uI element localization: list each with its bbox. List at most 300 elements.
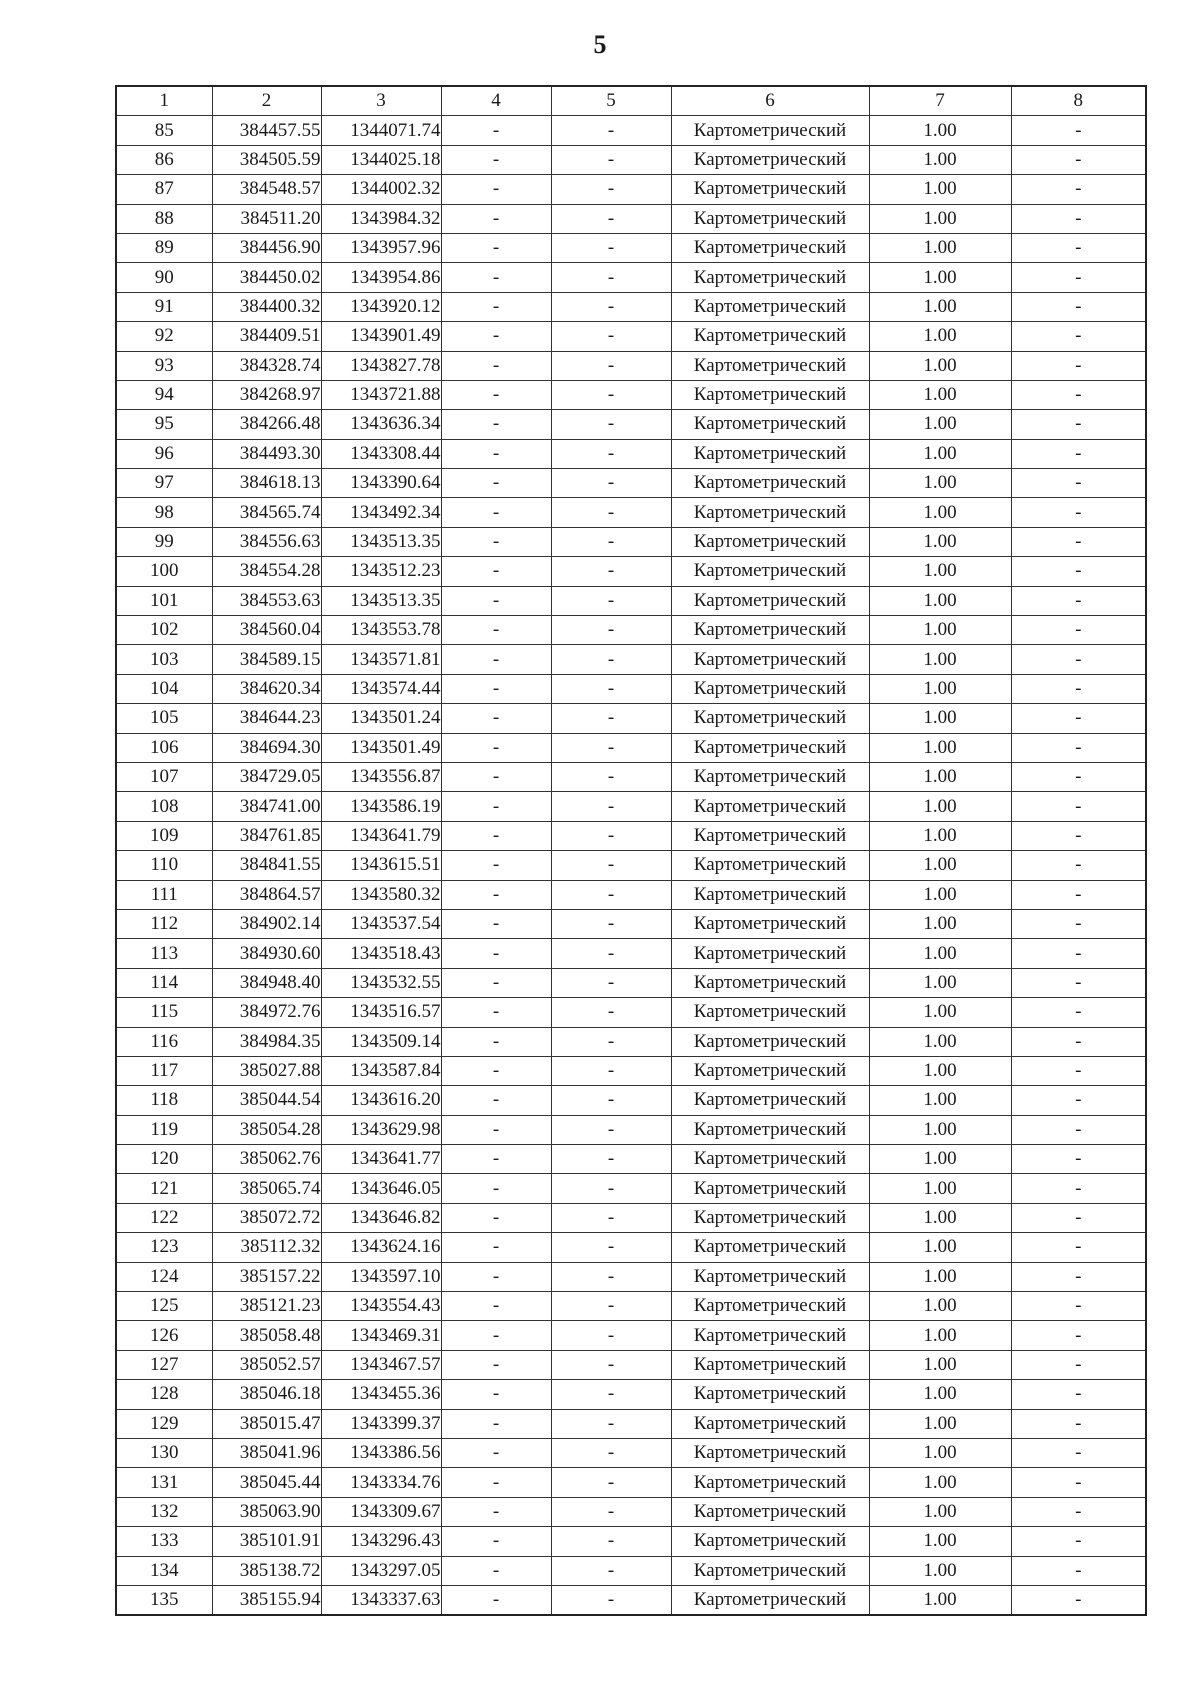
- x-coordinate-cell: 384841.55: [212, 851, 321, 880]
- column-5-cell: -: [551, 1321, 671, 1350]
- point-number-cell: 104: [116, 674, 212, 703]
- y-coordinate-cell: 1343624.16: [321, 1233, 441, 1262]
- table-row: [116, 175, 1146, 204]
- column-8-cell: -: [1011, 233, 1146, 262]
- method-cell: Картометрический: [671, 1056, 869, 1085]
- precision-cell: 1.00: [869, 998, 1011, 1027]
- table-row: [116, 292, 1146, 321]
- x-coordinate-cell: 384268.97: [212, 380, 321, 409]
- column-4-cell: -: [441, 410, 551, 439]
- x-coordinate-cell: 385062.76: [212, 1145, 321, 1174]
- y-coordinate-cell: 1343571.81: [321, 645, 441, 674]
- y-coordinate-cell: 1343537.54: [321, 909, 441, 938]
- column-5-cell: -: [551, 909, 671, 938]
- precision-cell: 1.00: [869, 1145, 1011, 1174]
- method-cell: Картометрический: [671, 1145, 869, 1174]
- column-8-cell: -: [1011, 1585, 1146, 1615]
- column-4-cell: -: [441, 1115, 551, 1144]
- column-4-cell: -: [441, 1438, 551, 1467]
- table-row: [116, 1350, 1146, 1379]
- point-number-cell: 88: [116, 204, 212, 233]
- x-coordinate-cell: 385044.54: [212, 1086, 321, 1115]
- method-cell: Картометрический: [671, 204, 869, 233]
- table-row: [116, 1292, 1146, 1321]
- column-4-cell: -: [441, 968, 551, 997]
- y-coordinate-cell: 1343297.05: [321, 1556, 441, 1585]
- y-coordinate-cell: 1343309.67: [321, 1497, 441, 1526]
- column-5-cell: -: [551, 557, 671, 586]
- column-header: 8: [1011, 86, 1146, 116]
- column-8-cell: -: [1011, 292, 1146, 321]
- column-4-cell: -: [441, 322, 551, 351]
- precision-cell: 1.00: [869, 1438, 1011, 1467]
- point-number-cell: 93: [116, 351, 212, 380]
- column-4-cell: -: [441, 557, 551, 586]
- point-number-cell: 112: [116, 909, 212, 938]
- column-5-cell: -: [551, 1203, 671, 1232]
- x-coordinate-cell: 385015.47: [212, 1409, 321, 1438]
- y-coordinate-cell: 1343586.19: [321, 792, 441, 821]
- table-row: [116, 439, 1146, 468]
- precision-cell: 1.00: [869, 469, 1011, 498]
- point-number-cell: 95: [116, 410, 212, 439]
- table-row: [116, 557, 1146, 586]
- precision-cell: 1.00: [869, 1468, 1011, 1497]
- precision-cell: 1.00: [869, 1556, 1011, 1585]
- point-number-cell: 134: [116, 1556, 212, 1585]
- table-row: [116, 586, 1146, 615]
- y-coordinate-cell: 1343399.37: [321, 1409, 441, 1438]
- x-coordinate-cell: 385058.48: [212, 1321, 321, 1350]
- column-4-cell: -: [441, 1203, 551, 1232]
- column-8-cell: -: [1011, 1145, 1146, 1174]
- column-5-cell: -: [551, 586, 671, 615]
- point-number-cell: 97: [116, 469, 212, 498]
- column-8-cell: -: [1011, 145, 1146, 174]
- precision-cell: 1.00: [869, 322, 1011, 351]
- column-4-cell: -: [441, 292, 551, 321]
- table-row: [116, 1556, 1146, 1585]
- column-4-cell: -: [441, 1380, 551, 1409]
- table-row: [116, 1145, 1146, 1174]
- y-coordinate-cell: 1343954.86: [321, 263, 441, 292]
- y-coordinate-cell: 1343518.43: [321, 939, 441, 968]
- column-4-cell: -: [441, 1174, 551, 1203]
- method-cell: Картометрический: [671, 557, 869, 586]
- column-5-cell: -: [551, 939, 671, 968]
- precision-cell: 1.00: [869, 351, 1011, 380]
- column-4-cell: -: [441, 1145, 551, 1174]
- column-8-cell: -: [1011, 1409, 1146, 1438]
- x-coordinate-cell: 384741.00: [212, 792, 321, 821]
- column-8-cell: -: [1011, 968, 1146, 997]
- y-coordinate-cell: 1344071.74: [321, 116, 441, 145]
- column-5-cell: -: [551, 1497, 671, 1526]
- column-8-cell: -: [1011, 792, 1146, 821]
- point-number-cell: 108: [116, 792, 212, 821]
- table-row: [116, 1409, 1146, 1438]
- table-row: [116, 469, 1146, 498]
- column-4-cell: -: [441, 1056, 551, 1085]
- y-coordinate-cell: 1343296.43: [321, 1527, 441, 1556]
- column-8-cell: -: [1011, 1497, 1146, 1526]
- precision-cell: 1.00: [869, 1056, 1011, 1085]
- method-cell: Картометрический: [671, 380, 869, 409]
- precision-cell: 1.00: [869, 1115, 1011, 1144]
- method-cell: Картометрический: [671, 645, 869, 674]
- column-4-cell: -: [441, 1321, 551, 1350]
- x-coordinate-cell: 384400.32: [212, 292, 321, 321]
- column-8-cell: -: [1011, 1086, 1146, 1115]
- table-row: [116, 527, 1146, 556]
- column-5-cell: -: [551, 821, 671, 850]
- table-row: [116, 616, 1146, 645]
- method-cell: Картометрический: [671, 1174, 869, 1203]
- column-5-cell: -: [551, 233, 671, 262]
- method-cell: Картометрический: [671, 1497, 869, 1526]
- precision-cell: 1.00: [869, 1409, 1011, 1438]
- method-cell: Картометрический: [671, 762, 869, 791]
- x-coordinate-cell: 384902.14: [212, 909, 321, 938]
- column-4-cell: -: [441, 175, 551, 204]
- x-coordinate-cell: 385041.96: [212, 1438, 321, 1467]
- column-4-cell: -: [441, 674, 551, 703]
- column-8-cell: -: [1011, 821, 1146, 850]
- column-8-cell: -: [1011, 380, 1146, 409]
- header-row: [116, 86, 1146, 116]
- table-row: [116, 116, 1146, 145]
- table-row: [116, 498, 1146, 527]
- precision-cell: 1.00: [869, 145, 1011, 174]
- y-coordinate-cell: 1343509.14: [321, 1027, 441, 1056]
- column-4-cell: -: [441, 263, 551, 292]
- column-8-cell: -: [1011, 762, 1146, 791]
- x-coordinate-cell: 385101.91: [212, 1527, 321, 1556]
- y-coordinate-cell: 1343501.49: [321, 733, 441, 762]
- x-coordinate-cell: 384761.85: [212, 821, 321, 850]
- column-8-cell: -: [1011, 909, 1146, 938]
- column-4-cell: -: [441, 586, 551, 615]
- column-5-cell: -: [551, 1556, 671, 1585]
- method-cell: Картометрический: [671, 909, 869, 938]
- precision-cell: 1.00: [869, 527, 1011, 556]
- table-row: [116, 1438, 1146, 1467]
- column-5-cell: -: [551, 1027, 671, 1056]
- column-5-cell: -: [551, 145, 671, 174]
- precision-cell: 1.00: [869, 1380, 1011, 1409]
- table-row: [116, 880, 1146, 909]
- column-5-cell: -: [551, 116, 671, 145]
- column-8-cell: -: [1011, 557, 1146, 586]
- table-row: [116, 1497, 1146, 1526]
- column-8-cell: -: [1011, 586, 1146, 615]
- point-number-cell: 125: [116, 1292, 212, 1321]
- point-number-cell: 126: [116, 1321, 212, 1350]
- x-coordinate-cell: 385046.18: [212, 1380, 321, 1409]
- method-cell: Картометрический: [671, 733, 869, 762]
- method-cell: Картометрический: [671, 939, 869, 968]
- table-row: [116, 1115, 1146, 1144]
- column-8-cell: -: [1011, 733, 1146, 762]
- table-row: [116, 851, 1146, 880]
- column-5-cell: -: [551, 292, 671, 321]
- column-4-cell: -: [441, 1497, 551, 1526]
- table-row: [116, 1056, 1146, 1085]
- column-5-cell: -: [551, 204, 671, 233]
- column-4-cell: -: [441, 851, 551, 880]
- column-5-cell: -: [551, 1350, 671, 1379]
- table-row: [116, 645, 1146, 674]
- precision-cell: 1.00: [869, 909, 1011, 938]
- column-8-cell: -: [1011, 1056, 1146, 1085]
- column-8-cell: -: [1011, 998, 1146, 1027]
- method-cell: Картометрический: [671, 1027, 869, 1056]
- column-4-cell: -: [441, 1556, 551, 1585]
- method-cell: Картометрический: [671, 586, 869, 615]
- point-number-cell: 133: [116, 1527, 212, 1556]
- column-5-cell: -: [551, 1585, 671, 1615]
- point-number-cell: 113: [116, 939, 212, 968]
- point-number-cell: 86: [116, 145, 212, 174]
- page-number: 5: [593, 30, 607, 59]
- method-cell: Картометрический: [671, 1556, 869, 1585]
- column-5-cell: -: [551, 439, 671, 468]
- column-5-cell: -: [551, 645, 671, 674]
- method-cell: Картометрический: [671, 439, 869, 468]
- point-number-cell: 114: [116, 968, 212, 997]
- point-number-cell: 96: [116, 439, 212, 468]
- table-row: [116, 1527, 1146, 1556]
- point-number-cell: 130: [116, 1438, 212, 1467]
- precision-cell: 1.00: [869, 1292, 1011, 1321]
- method-cell: Картометрический: [671, 821, 869, 850]
- x-coordinate-cell: 384620.34: [212, 674, 321, 703]
- method-cell: Картометрический: [671, 1086, 869, 1115]
- point-number-cell: 102: [116, 616, 212, 645]
- column-5-cell: -: [551, 704, 671, 733]
- column-8-cell: -: [1011, 674, 1146, 703]
- x-coordinate-cell: 384511.20: [212, 204, 321, 233]
- point-number-cell: 103: [116, 645, 212, 674]
- point-number-cell: 128: [116, 1380, 212, 1409]
- column-5-cell: -: [551, 380, 671, 409]
- y-coordinate-cell: 1343641.77: [321, 1145, 441, 1174]
- method-cell: Картометрический: [671, 674, 869, 703]
- x-coordinate-cell: 384729.05: [212, 762, 321, 791]
- column-5-cell: -: [551, 1438, 671, 1467]
- column-4-cell: -: [441, 939, 551, 968]
- point-number-cell: 115: [116, 998, 212, 1027]
- column-8-cell: -: [1011, 616, 1146, 645]
- table-row: [116, 145, 1146, 174]
- precision-cell: 1.00: [869, 939, 1011, 968]
- x-coordinate-cell: 384409.51: [212, 322, 321, 351]
- column-8-cell: -: [1011, 351, 1146, 380]
- point-number-cell: 92: [116, 322, 212, 351]
- table-row: [116, 821, 1146, 850]
- x-coordinate-cell: 384450.02: [212, 263, 321, 292]
- method-cell: Картометрический: [671, 1350, 869, 1379]
- y-coordinate-cell: 1343334.76: [321, 1468, 441, 1497]
- column-4-cell: -: [441, 821, 551, 850]
- column-8-cell: -: [1011, 851, 1146, 880]
- column-4-cell: -: [441, 439, 551, 468]
- column-5-cell: -: [551, 351, 671, 380]
- point-number-cell: 131: [116, 1468, 212, 1497]
- y-coordinate-cell: 1343469.31: [321, 1321, 441, 1350]
- method-cell: Картометрический: [671, 322, 869, 351]
- column-5-cell: -: [551, 1292, 671, 1321]
- column-4-cell: -: [441, 1585, 551, 1615]
- x-coordinate-cell: 385045.44: [212, 1468, 321, 1497]
- column-8-cell: -: [1011, 939, 1146, 968]
- method-cell: Картометрический: [671, 1527, 869, 1556]
- column-4-cell: -: [441, 351, 551, 380]
- precision-cell: 1.00: [869, 1086, 1011, 1115]
- column-4-cell: -: [441, 1027, 551, 1056]
- y-coordinate-cell: 1343574.44: [321, 674, 441, 703]
- precision-cell: 1.00: [869, 380, 1011, 409]
- y-coordinate-cell: 1343646.05: [321, 1174, 441, 1203]
- table-row: [116, 1468, 1146, 1497]
- x-coordinate-cell: 384548.57: [212, 175, 321, 204]
- point-number-cell: 124: [116, 1262, 212, 1291]
- column-4-cell: -: [441, 1468, 551, 1497]
- precision-cell: 1.00: [869, 1527, 1011, 1556]
- column-header: 2: [212, 86, 321, 116]
- table-row: [116, 1262, 1146, 1291]
- table-row: [116, 322, 1146, 351]
- column-5-cell: -: [551, 322, 671, 351]
- y-coordinate-cell: 1343390.64: [321, 469, 441, 498]
- column-header: 1: [116, 86, 212, 116]
- y-coordinate-cell: 1343957.96: [321, 233, 441, 262]
- column-header: 5: [551, 86, 671, 116]
- column-8-cell: -: [1011, 1350, 1146, 1379]
- precision-cell: 1.00: [869, 263, 1011, 292]
- x-coordinate-cell: 384565.74: [212, 498, 321, 527]
- column-4-cell: -: [441, 645, 551, 674]
- y-coordinate-cell: 1343553.78: [321, 616, 441, 645]
- method-cell: Картометрический: [671, 1438, 869, 1467]
- y-coordinate-cell: 1343901.49: [321, 322, 441, 351]
- y-coordinate-cell: 1343501.24: [321, 704, 441, 733]
- column-4-cell: -: [441, 1292, 551, 1321]
- column-8-cell: -: [1011, 880, 1146, 909]
- method-cell: Картометрический: [671, 616, 869, 645]
- method-cell: Картометрический: [671, 263, 869, 292]
- table-row: [116, 1027, 1146, 1056]
- x-coordinate-cell: 384553.63: [212, 586, 321, 615]
- column-5-cell: -: [551, 733, 671, 762]
- method-cell: Картометрический: [671, 880, 869, 909]
- x-coordinate-cell: 384457.55: [212, 116, 321, 145]
- method-cell: Картометрический: [671, 1321, 869, 1350]
- precision-cell: 1.00: [869, 233, 1011, 262]
- point-number-cell: 90: [116, 263, 212, 292]
- column-5-cell: -: [551, 1086, 671, 1115]
- column-5-cell: -: [551, 410, 671, 439]
- column-4-cell: -: [441, 498, 551, 527]
- column-8-cell: -: [1011, 1027, 1146, 1056]
- column-5-cell: -: [551, 1380, 671, 1409]
- method-cell: Картометрический: [671, 704, 869, 733]
- y-coordinate-cell: 1343721.88: [321, 380, 441, 409]
- precision-cell: 1.00: [869, 586, 1011, 615]
- x-coordinate-cell: 385054.28: [212, 1115, 321, 1144]
- y-coordinate-cell: 1343615.51: [321, 851, 441, 880]
- y-coordinate-cell: 1344025.18: [321, 145, 441, 174]
- table-row: [116, 263, 1146, 292]
- column-5-cell: -: [551, 998, 671, 1027]
- x-coordinate-cell: 384864.57: [212, 880, 321, 909]
- column-4-cell: -: [441, 233, 551, 262]
- precision-cell: 1.00: [869, 968, 1011, 997]
- precision-cell: 1.00: [869, 292, 1011, 321]
- column-5-cell: -: [551, 880, 671, 909]
- column-5-cell: -: [551, 1145, 671, 1174]
- coordinates-table: [115, 85, 1147, 1616]
- column-5-cell: -: [551, 968, 671, 997]
- table-body: [116, 116, 1146, 1615]
- column-4-cell: -: [441, 998, 551, 1027]
- x-coordinate-cell: 384556.63: [212, 527, 321, 556]
- y-coordinate-cell: 1343556.87: [321, 762, 441, 791]
- method-cell: Картометрический: [671, 1585, 869, 1615]
- precision-cell: 1.00: [869, 116, 1011, 145]
- x-coordinate-cell: 384694.30: [212, 733, 321, 762]
- precision-cell: 1.00: [869, 821, 1011, 850]
- method-cell: Картометрический: [671, 351, 869, 380]
- column-5-cell: -: [551, 1409, 671, 1438]
- x-coordinate-cell: 385052.57: [212, 1350, 321, 1379]
- column-8-cell: -: [1011, 1233, 1146, 1262]
- x-coordinate-cell: 385138.72: [212, 1556, 321, 1585]
- y-coordinate-cell: 1343646.82: [321, 1203, 441, 1232]
- x-coordinate-cell: 384266.48: [212, 410, 321, 439]
- column-4-cell: -: [441, 616, 551, 645]
- column-8-cell: -: [1011, 1262, 1146, 1291]
- table-row: [116, 998, 1146, 1027]
- point-number-cell: 116: [116, 1027, 212, 1056]
- x-coordinate-cell: 384456.90: [212, 233, 321, 262]
- table-row: [116, 704, 1146, 733]
- table-row: [116, 1203, 1146, 1232]
- table-row: [116, 1321, 1146, 1350]
- column-8-cell: -: [1011, 322, 1146, 351]
- method-cell: Картометрический: [671, 116, 869, 145]
- y-coordinate-cell: 1343513.35: [321, 527, 441, 556]
- column-4-cell: -: [441, 527, 551, 556]
- y-coordinate-cell: 1343580.32: [321, 880, 441, 909]
- table-row: [116, 792, 1146, 821]
- table-row: [116, 909, 1146, 938]
- precision-cell: 1.00: [869, 1321, 1011, 1350]
- table-row: [116, 1086, 1146, 1115]
- y-coordinate-cell: 1343984.32: [321, 204, 441, 233]
- point-number-cell: 118: [116, 1086, 212, 1115]
- column-4-cell: -: [441, 145, 551, 174]
- precision-cell: 1.00: [869, 1262, 1011, 1291]
- table-row: [116, 674, 1146, 703]
- column-8-cell: -: [1011, 1292, 1146, 1321]
- column-8-cell: -: [1011, 645, 1146, 674]
- point-number-cell: 85: [116, 116, 212, 145]
- point-number-cell: 117: [116, 1056, 212, 1085]
- point-number-cell: 120: [116, 1145, 212, 1174]
- precision-cell: 1.00: [869, 704, 1011, 733]
- precision-cell: 1.00: [869, 1497, 1011, 1526]
